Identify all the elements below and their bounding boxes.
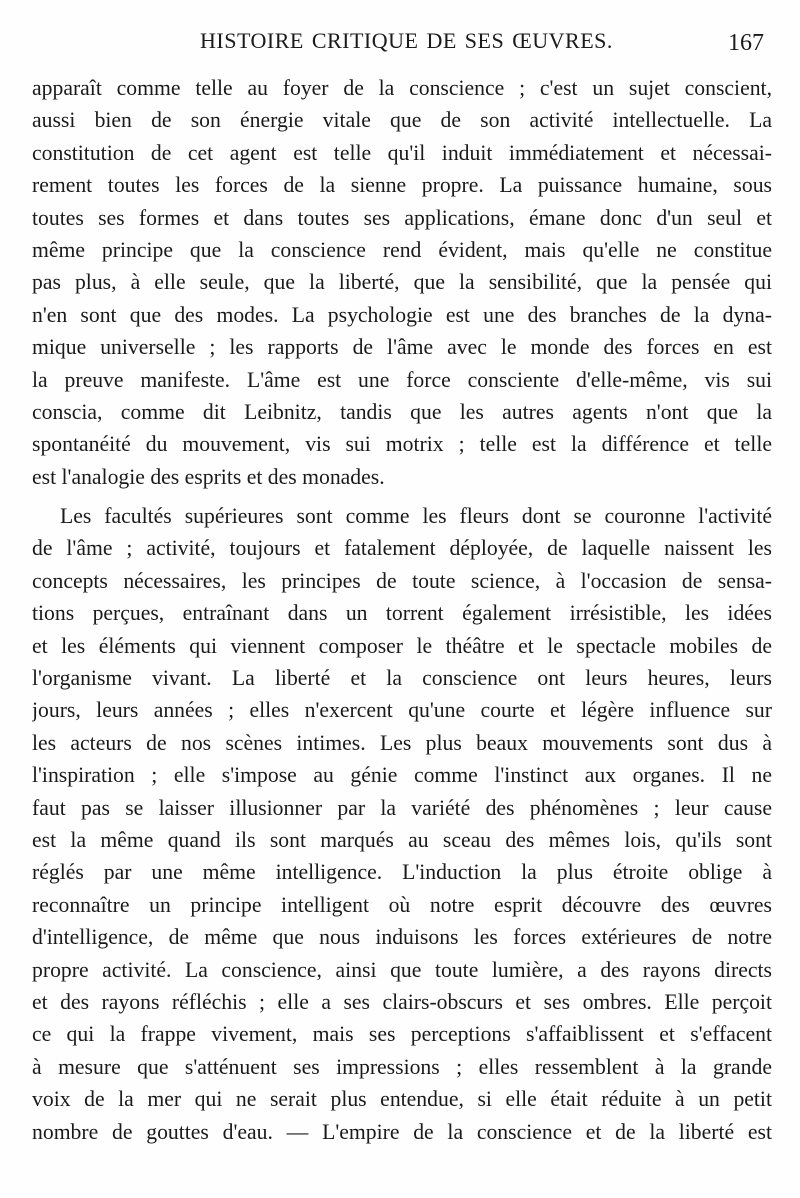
text-line: aussi bien de son énergie vitale que de son activité intellectuelle. La — [32, 108, 772, 133]
text-line: constitution de cet agent est telle qu'il induit immédiatement et nécessai- — [32, 140, 772, 165]
text-line: rement toutes les forces de la sienne propre. La puissance humaine, sous — [32, 173, 772, 198]
text-line: voix de la mer qui ne serait plus entendue, si elle était réduite à un petit — [32, 1087, 772, 1112]
text-line: concepts nécessaires, les principes de toute science, à l'occasion de sensa- — [32, 568, 772, 593]
text-line: jours, leurs années ; elles n'exercent qu'une courte et légère influence sur — [32, 698, 772, 723]
text-line: spontanéité du mouvement, vis sui motrix ; telle est la différence et telle — [32, 432, 772, 457]
page-number: 167 — [728, 30, 764, 56]
text-line: les acteurs de nos scènes intimes. Les plus beaux mouvements sont dus à — [32, 730, 772, 755]
text-line: Les facultés supérieures sont comme les fleurs dont se couronne l'activité — [60, 504, 772, 529]
paragraph-1 — [32, 72, 772, 493]
text-line: est la même quand ils sont marqués au sceau des mêmes lois, qu'ils sont — [32, 827, 772, 852]
text-line: à mesure que s'atténuent ses impressions ; elles ressemblent à la grande — [32, 1054, 772, 1079]
text-line: conscia, comme dit Leibnitz, tandis que les autres agents n'ont que la — [32, 399, 772, 424]
text-line: la preuve manifeste. L'âme est une force consciente d'elle-même, vis sui — [32, 367, 772, 392]
text-line: toutes ses formes et dans toutes ses applications, émane donc d'un seul et — [32, 205, 772, 230]
text-line: et des rayons réfléchis ; elle a ses clairs-obscurs et ses ombres. Elle perçoit — [32, 989, 772, 1014]
text-line: réglés par une même intelligence. L'induction la plus étroite oblige à — [32, 860, 772, 885]
text-line: reconnaître un principe intelligent où notre esprit découvre des œuvres — [32, 892, 772, 917]
text-line: est l'analogie des esprits et des monades. — [32, 464, 385, 489]
text-line: nombre de gouttes d'eau. — L'empire de la conscience et de la liberté est — [32, 1119, 772, 1144]
text-line: de l'âme ; activité, toujours et fatalement déployée, de laquelle naissent les — [32, 536, 772, 561]
text-line: faut pas se laisser illusionner par la variété des phénomènes ; leur cause — [32, 795, 772, 820]
text-line: d'intelligence, de même que nous induisons les forces extérieures de notre — [32, 925, 772, 950]
text-line: n'en sont que des modes. La psychologie est une des branches de la dyna- — [32, 302, 772, 327]
text-line: tions perçues, entraînant dans un torrent également irrésistible, les idées — [32, 601, 772, 626]
body-text — [32, 72, 772, 1148]
text-line: mique universelle ; les rapports de l'âme avec le monde des forces en est — [32, 335, 772, 360]
text-line: apparaît comme telle au foyer de la conscience ; c'est un sujet conscient, — [32, 76, 772, 100]
text-line: même principe que la conscience rend évident, mais qu'elle ne constitue — [32, 237, 772, 262]
text-line: l'organisme vivant. La liberté et la conscience ont leurs heures, leurs — [32, 666, 772, 691]
text-line: propre activité. La conscience, ainsi que toute lumière, a des rayons directs — [32, 957, 772, 982]
text-line: ce qui la frappe vivement, mais ses perceptions s'affaiblissent et s'effacent — [32, 1022, 772, 1047]
text-line: l'inspiration ; elle s'impose au génie comme l'instinct aux organes. Il ne — [32, 763, 772, 788]
running-title: HISTOIRE CRITIQUE DE SES ŒUVRES. — [200, 28, 613, 53]
paragraph-2 — [32, 500, 772, 1148]
text-line: pas plus, à elle seule, que la liberté, que la sensibilité, que la pensée qui — [32, 270, 772, 295]
running-head — [32, 22, 770, 58]
text-line: et les éléments qui viennent composer le théâtre et le spectacle mobiles de — [32, 633, 772, 658]
